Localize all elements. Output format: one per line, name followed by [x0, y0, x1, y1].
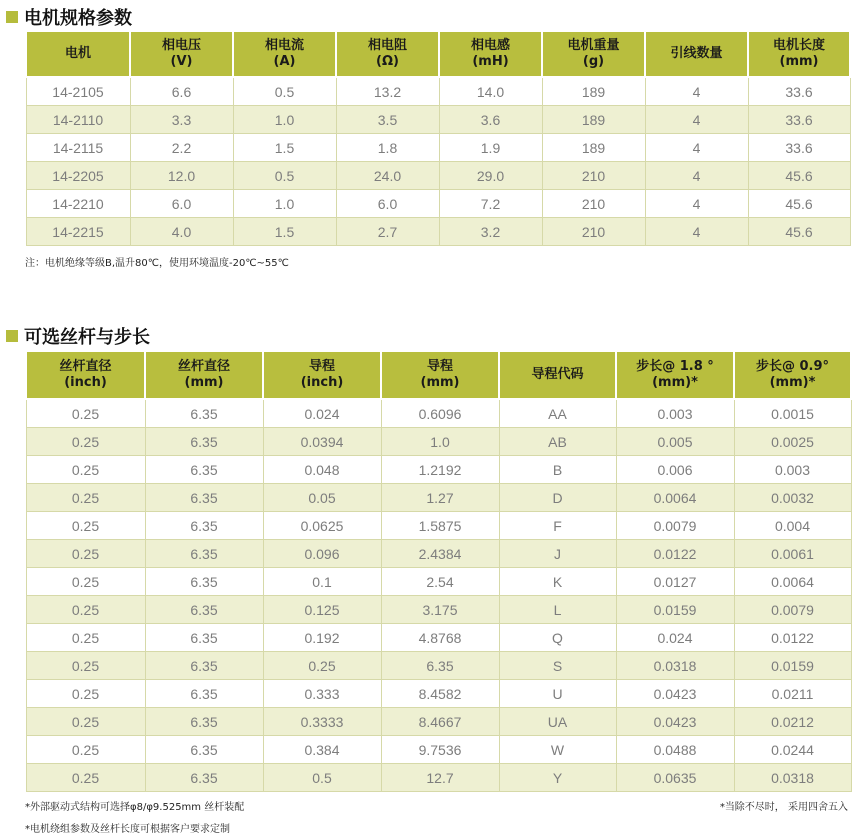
table-row: [26, 624, 851, 652]
table-cell: 9.7536: [381, 736, 499, 764]
column-header-unit: (mm): [420, 375, 460, 390]
column-header: [616, 351, 734, 399]
column-header: [145, 351, 263, 399]
column-header-unit: (A): [273, 54, 296, 69]
table-cell: 4: [645, 162, 748, 190]
table-cell: 0.192: [263, 624, 381, 652]
table-cell: 6.35: [145, 512, 263, 540]
column-header-label: 电机长度: [772, 38, 825, 53]
column-header-label: 引线数量: [670, 46, 723, 61]
column-header: [645, 31, 748, 77]
column-header: [26, 31, 130, 77]
table-cell: 0.0127: [616, 568, 734, 596]
table-cell: 4: [645, 190, 748, 218]
table-cell: 6.35: [145, 484, 263, 512]
table-cell: 6.35: [381, 652, 499, 680]
table-cell: AA: [499, 399, 616, 428]
column-header-label: 相电流: [264, 38, 304, 53]
table-row: [26, 484, 851, 512]
column-header-unit: (g): [582, 54, 605, 69]
table-cell: 2.4384: [381, 540, 499, 568]
table-cell: 45.6: [748, 218, 850, 246]
table-cell: 0.0064: [616, 484, 734, 512]
column-header: [439, 31, 542, 77]
table-cell: 1.8: [336, 134, 439, 162]
table-cell: D: [499, 484, 616, 512]
table-cell: 0.0122: [734, 624, 851, 652]
column-header-label: 电机重量: [567, 38, 620, 53]
table-cell: 0.0423: [616, 680, 734, 708]
table-cell: 45.6: [748, 190, 850, 218]
table-cell: 0.0635: [616, 764, 734, 792]
column-header-label: 步长@ 0.9°: [755, 359, 830, 374]
table-cell: 3.3: [130, 106, 233, 134]
table-cell: 0.0159: [616, 596, 734, 624]
table-cell: 0.25: [26, 652, 145, 680]
table-cell: 7.2: [439, 190, 542, 218]
table-cell: 0.384: [263, 736, 381, 764]
table-cell: 0.25: [26, 456, 145, 484]
table-cell: 4: [645, 77, 748, 106]
table-cell: 0.004: [734, 512, 851, 540]
column-header-unit: (mm): [779, 54, 819, 69]
table-cell: 210: [542, 190, 645, 218]
table-row: [26, 512, 851, 540]
table-cell: 1.0: [381, 428, 499, 456]
column-header-label: 步长@ 1.8 °: [636, 359, 714, 374]
table-cell: 0.0025: [734, 428, 851, 456]
table-cell: 4: [645, 106, 748, 134]
table-row: [26, 456, 851, 484]
table-row: [26, 764, 851, 792]
table-cell: 0.024: [616, 624, 734, 652]
table-cell: 1.5875: [381, 512, 499, 540]
table-cell: 14-2215: [26, 218, 130, 246]
table-row: [26, 106, 850, 134]
table-cell: 6.35: [145, 708, 263, 736]
table-cell: F: [499, 512, 616, 540]
table-cell: 3.2: [439, 218, 542, 246]
lead-screw-table: [25, 350, 852, 792]
table-cell: 2.7: [336, 218, 439, 246]
title-square-icon: [6, 11, 18, 23]
table-cell: 0.5: [263, 764, 381, 792]
table-cell: 2.54: [381, 568, 499, 596]
table-cell: 0.1: [263, 568, 381, 596]
table-cell: 0.25: [26, 680, 145, 708]
table-row: [26, 399, 851, 428]
table-cell: 14-2105: [26, 77, 130, 106]
table-cell: 0.6096: [381, 399, 499, 428]
table-cell: 0.25: [26, 568, 145, 596]
table-cell: 0.25: [26, 624, 145, 652]
table-cell: 0.0159: [734, 652, 851, 680]
table-cell: 6.35: [145, 399, 263, 428]
table-row: [26, 736, 851, 764]
table-cell: 14-2110: [26, 106, 130, 134]
table-cell: 14.0: [439, 77, 542, 106]
table-cell: 0.0079: [734, 596, 851, 624]
table-cell: 0.0318: [734, 764, 851, 792]
table-cell: 6.35: [145, 652, 263, 680]
table-cell: 189: [542, 77, 645, 106]
table-cell: 24.0: [336, 162, 439, 190]
table-cell: 8.4667: [381, 708, 499, 736]
table-cell: U: [499, 680, 616, 708]
table-cell: 0.0061: [734, 540, 851, 568]
table-cell: 0.3333: [263, 708, 381, 736]
table-cell: 6.35: [145, 680, 263, 708]
table-cell: 6.35: [145, 596, 263, 624]
table-cell: J: [499, 540, 616, 568]
table-cell: 12.0: [130, 162, 233, 190]
table-cell: 0.25: [263, 652, 381, 680]
table-cell: 1.5: [233, 134, 336, 162]
title-square-icon: [6, 330, 18, 342]
column-header-label: 丝杆直径: [59, 359, 112, 374]
column-header-unit: (inch): [300, 375, 344, 390]
table-row: [26, 540, 851, 568]
section-title-text: 电机规格参数: [24, 8, 132, 29]
table-cell: 6.35: [145, 764, 263, 792]
lead-screw-note-1: *外部驱动式结构可选择φ8/φ9.525mm 丝杆装配: [25, 802, 245, 813]
table-cell: AB: [499, 428, 616, 456]
column-header: [233, 31, 336, 77]
table-cell: 0.25: [26, 764, 145, 792]
table-cell: 6.35: [145, 568, 263, 596]
table-cell: 33.6: [748, 134, 850, 162]
table-cell: 0.005: [616, 428, 734, 456]
table-cell: 6.35: [145, 624, 263, 652]
table-cell: 6.0: [336, 190, 439, 218]
table-cell: 1.2192: [381, 456, 499, 484]
column-header-unit: (mm): [184, 375, 224, 390]
motor-spec-note: 注：电机绝缘等级B,温升80℃，使用环境温度-20℃~55℃: [25, 258, 289, 269]
table-cell: 0.0244: [734, 736, 851, 764]
section-title-lead-screw: [6, 323, 150, 349]
table-cell: UA: [499, 708, 616, 736]
table-cell: 0.25: [26, 540, 145, 568]
column-header-label: 导程: [426, 359, 453, 374]
table-cell: 0.25: [26, 399, 145, 428]
column-header-label: 导程代码: [531, 367, 584, 382]
column-header-label: 相电阻: [367, 38, 407, 53]
table-row: [26, 680, 851, 708]
table-cell: 1.0: [233, 106, 336, 134]
column-header: [748, 31, 850, 77]
motor-spec-table: [25, 30, 851, 246]
table-cell: 0.006: [616, 456, 734, 484]
table-cell: 0.0015: [734, 399, 851, 428]
table-cell: 0.0423: [616, 708, 734, 736]
table-cell: 0.096: [263, 540, 381, 568]
table-row: [26, 596, 851, 624]
column-header-unit: (mm)*: [769, 375, 816, 390]
table-cell: 6.35: [145, 736, 263, 764]
table-cell: 1.9: [439, 134, 542, 162]
column-header-unit: (Ω): [376, 54, 399, 69]
table-cell: 12.7: [381, 764, 499, 792]
table-cell: 0.0394: [263, 428, 381, 456]
rounding-note: *当除不尽时， 采用四舍五入: [719, 802, 848, 813]
table-cell: L: [499, 596, 616, 624]
table-cell: 6.35: [145, 456, 263, 484]
table-cell: 6.35: [145, 540, 263, 568]
table-cell: 0.0212: [734, 708, 851, 736]
lead-screw-note-2: *电机绕组参数及丝杆长度可根据客户要求定制: [25, 824, 230, 835]
table-cell: 0.0211: [734, 680, 851, 708]
table-cell: 0.0064: [734, 568, 851, 596]
column-header: [381, 351, 499, 399]
table-cell: 0.0625: [263, 512, 381, 540]
table-cell: 4: [645, 134, 748, 162]
table-cell: 33.6: [748, 106, 850, 134]
table-cell: 3.175: [381, 596, 499, 624]
column-header-label: 电机: [64, 46, 91, 61]
column-header: [336, 31, 439, 77]
table-cell: 0.048: [263, 456, 381, 484]
table-row: [26, 428, 851, 456]
table-cell: 0.25: [26, 596, 145, 624]
table-cell: 0.5: [233, 77, 336, 106]
column-header-label: 丝杆直径: [177, 359, 230, 374]
section-title-text: 可选丝杆与步长: [24, 327, 150, 348]
table-cell: 8.4582: [381, 680, 499, 708]
table-cell: 0.125: [263, 596, 381, 624]
table-cell: 210: [542, 162, 645, 190]
table-cell: 0.0122: [616, 540, 734, 568]
table-row: [26, 134, 850, 162]
column-header-label: 导程: [308, 359, 335, 374]
column-header: [263, 351, 381, 399]
table-cell: 4.0: [130, 218, 233, 246]
table-cell: K: [499, 568, 616, 596]
table-cell: W: [499, 736, 616, 764]
table-cell: Y: [499, 764, 616, 792]
table-cell: 29.0: [439, 162, 542, 190]
table-cell: 0.333: [263, 680, 381, 708]
table-cell: 210: [542, 218, 645, 246]
column-header: [26, 351, 145, 399]
table-row: [26, 190, 850, 218]
table-cell: 1.0: [233, 190, 336, 218]
column-header-unit: (mH): [472, 54, 509, 69]
table-cell: 0.25: [26, 512, 145, 540]
table-cell: 2.2: [130, 134, 233, 162]
table-cell: 189: [542, 134, 645, 162]
table-cell: Q: [499, 624, 616, 652]
table-cell: 4.8768: [381, 624, 499, 652]
table-cell: S: [499, 652, 616, 680]
table-header-row: [26, 351, 851, 399]
table-row: [26, 218, 850, 246]
column-header-label: 相电感: [470, 38, 510, 53]
table-cell: 0.0318: [616, 652, 734, 680]
table-row: [26, 708, 851, 736]
table-cell: 3.6: [439, 106, 542, 134]
table-cell: 0.0079: [616, 512, 734, 540]
table-cell: 0.0032: [734, 484, 851, 512]
table-cell: 189: [542, 106, 645, 134]
table-cell: 6.6: [130, 77, 233, 106]
column-header-unit: (V): [170, 54, 193, 69]
column-header-label: 相电压: [161, 38, 201, 53]
table-cell: 14-2115: [26, 134, 130, 162]
table-cell: 1.27: [381, 484, 499, 512]
table-cell: 33.6: [748, 77, 850, 106]
table-cell: 0.003: [734, 456, 851, 484]
table-cell: 0.024: [263, 399, 381, 428]
table-row: [26, 652, 851, 680]
table-header-row: [26, 31, 850, 77]
table-row: [26, 568, 851, 596]
table-cell: 0.25: [26, 736, 145, 764]
column-header-unit: (mm)*: [652, 375, 698, 390]
table-cell: 0.25: [26, 708, 145, 736]
table-row: [26, 162, 850, 190]
table-cell: 0.0488: [616, 736, 734, 764]
table-cell: 14-2210: [26, 190, 130, 218]
table-cell: 13.2: [336, 77, 439, 106]
column-header: [499, 351, 616, 399]
table-cell: 0.05: [263, 484, 381, 512]
table-cell: 1.5: [233, 218, 336, 246]
column-header: [734, 351, 851, 399]
table-cell: 0.25: [26, 484, 145, 512]
table-cell: 6.35: [145, 428, 263, 456]
table-cell: 0.5: [233, 162, 336, 190]
column-header: [542, 31, 645, 77]
table-cell: B: [499, 456, 616, 484]
table-cell: 6.0: [130, 190, 233, 218]
table-cell: 3.5: [336, 106, 439, 134]
column-header: [130, 31, 233, 77]
table-cell: 4: [645, 218, 748, 246]
table-cell: 45.6: [748, 162, 850, 190]
table-row: [26, 77, 850, 106]
table-cell: 14-2205: [26, 162, 130, 190]
table-cell: 0.003: [616, 399, 734, 428]
section-title-motor-specs: [6, 4, 132, 30]
column-header-unit: (inch): [64, 375, 107, 390]
table-cell: 0.25: [26, 428, 145, 456]
